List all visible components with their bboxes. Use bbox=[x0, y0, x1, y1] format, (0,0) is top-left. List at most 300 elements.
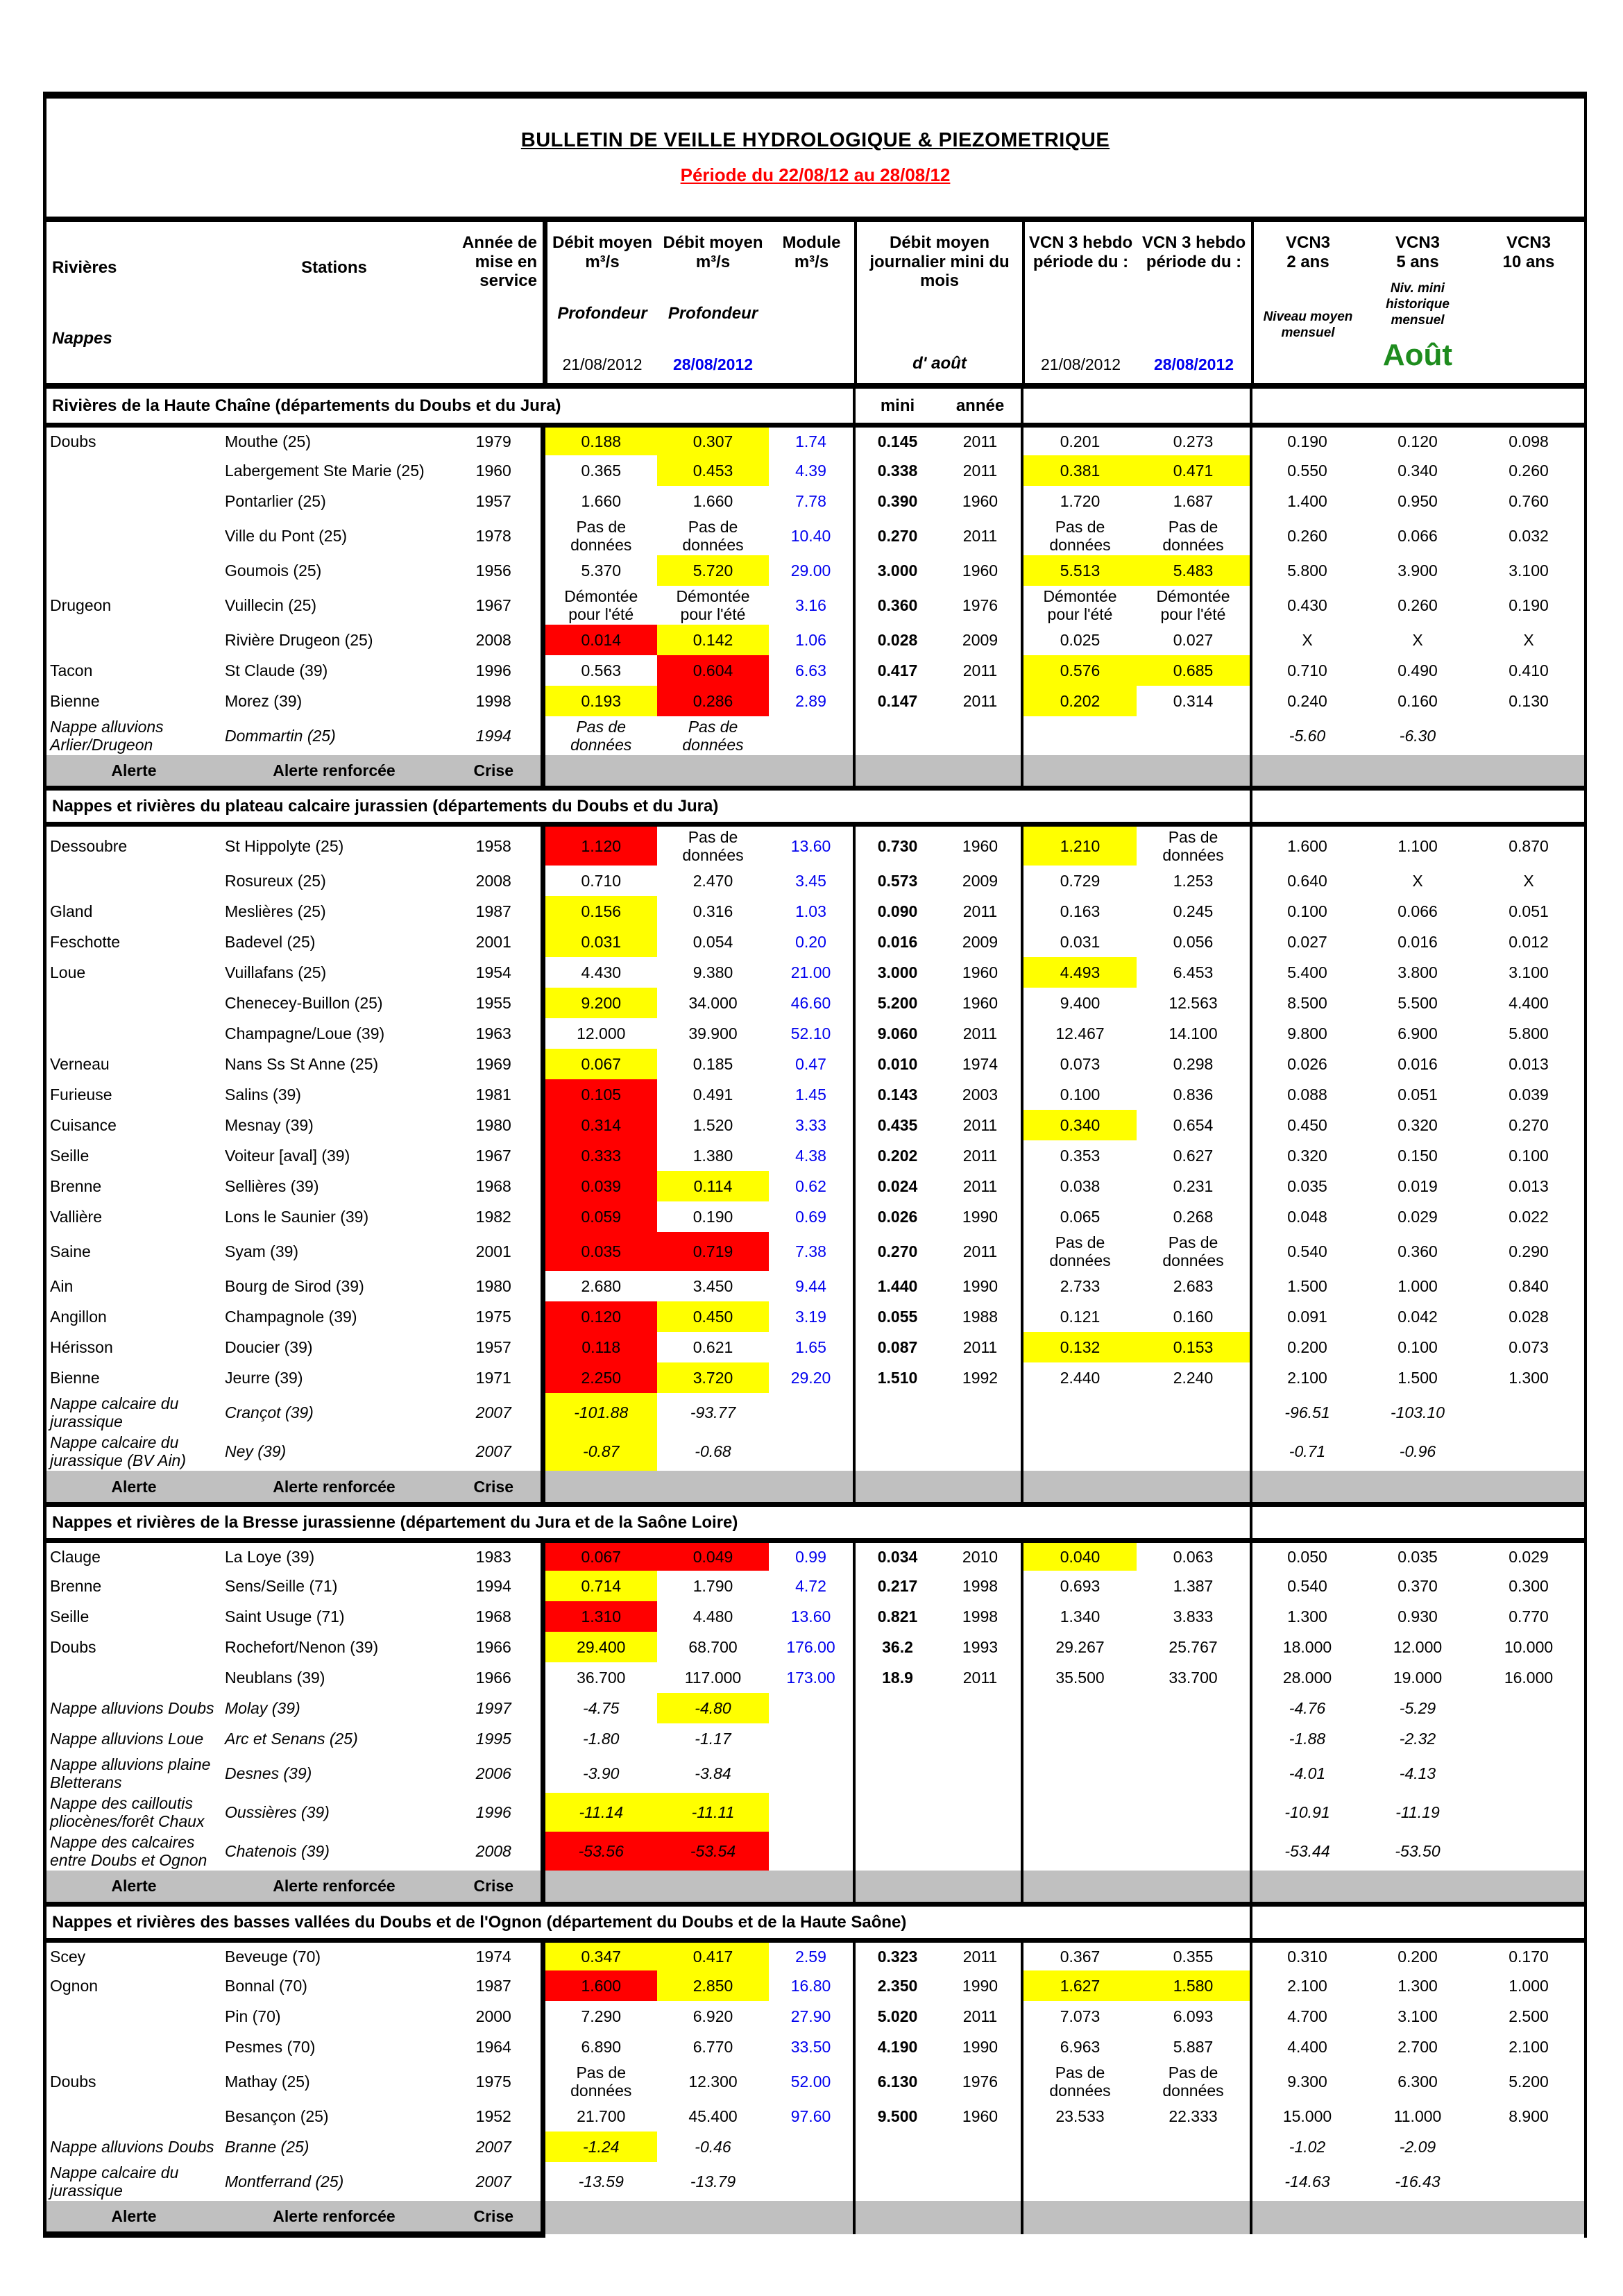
value-vcn3-2ans: 28.000 bbox=[1251, 1662, 1362, 1693]
value-vcn-2808: 0.160 bbox=[1173, 1308, 1214, 1326]
service-year: 1968 bbox=[475, 1607, 511, 1626]
table-row bbox=[46, 957, 1584, 988]
value-mini: 0.016 bbox=[854, 927, 940, 957]
service-year: 1980 bbox=[475, 1116, 511, 1135]
value-module: 0.62 bbox=[795, 1177, 826, 1196]
value-vcn3-2ans: 0.260 bbox=[1251, 516, 1362, 555]
river-name: Cuisance bbox=[50, 1116, 117, 1135]
value-vcn-2108: 35.500 bbox=[1022, 1662, 1137, 1693]
value-vcn-2808: 33.700 bbox=[1169, 1669, 1218, 1687]
value-vcn-2808: 0.836 bbox=[1173, 1086, 1214, 1104]
value-vcn3-2ans: 9.800 bbox=[1251, 1018, 1362, 1049]
value-mini: 0.435 bbox=[854, 1110, 940, 1140]
value-vcn-2808: 0.027 bbox=[1173, 630, 1214, 649]
value-debit-2108: 0.118 bbox=[543, 1332, 657, 1362]
value-vcn-2808: 0.268 bbox=[1173, 1208, 1214, 1226]
value-vcn3-10ans: 0.022 bbox=[1509, 1208, 1549, 1226]
table-row bbox=[46, 2001, 1584, 2032]
service-year: 1996 bbox=[475, 661, 511, 679]
section-title-row bbox=[46, 1504, 1584, 1540]
table-row bbox=[46, 1271, 1584, 1301]
river-name: Nappe calcaire du jurassique bbox=[50, 2163, 179, 2200]
legend-spacer bbox=[543, 1871, 854, 1904]
value-vcn-2808 bbox=[1137, 1432, 1251, 1471]
value-debit-2108: 29.400 bbox=[543, 1632, 657, 1662]
station-name: St Hippolyte (25) bbox=[225, 837, 344, 856]
station-name: Morez (39) bbox=[225, 691, 303, 710]
value-debit-2808: 0.621 bbox=[692, 1338, 733, 1357]
river-name: Ain bbox=[50, 1277, 74, 1296]
service-year: 1966 bbox=[475, 1638, 511, 1657]
value-vcn-2808: 0.153 bbox=[1137, 1332, 1251, 1362]
value-vcn-2808 bbox=[1137, 1754, 1251, 1793]
value-vcn3-10ans bbox=[1473, 716, 1584, 755]
station-name: Dommartin (25) bbox=[225, 726, 336, 745]
value-debit-2108: 0.067 bbox=[543, 1540, 657, 1571]
value-vcn3-10ans bbox=[1473, 1793, 1584, 1832]
header-vcn3-10ans-label: VCN3 10 ans bbox=[1502, 233, 1555, 271]
table-row bbox=[46, 2032, 1584, 2062]
value-vcn-2108: 4.493 bbox=[1022, 957, 1137, 988]
service-year: 1997 bbox=[475, 1699, 511, 1718]
value-vcn3-10ans: 5.800 bbox=[1509, 1024, 1549, 1043]
value-vcn3-5ans: -0.96 bbox=[1399, 1442, 1436, 1461]
value-vcn-2808: Pas de données bbox=[1162, 518, 1224, 554]
value-debit-2108: 0.710 bbox=[543, 866, 657, 896]
value-vcn3-10ans bbox=[1473, 1432, 1584, 1471]
value-debit-2808: -53.54 bbox=[657, 1832, 769, 1871]
service-year: 1956 bbox=[475, 561, 511, 580]
value-vcn-2808: 0.245 bbox=[1173, 902, 1214, 921]
service-year: 1996 bbox=[475, 1803, 511, 1822]
value-vcn-2108: 1.210 bbox=[1022, 825, 1137, 866]
value-vcn-2808: 1.580 bbox=[1137, 1970, 1251, 2001]
value-vcn3-10ans: 0.290 bbox=[1509, 1242, 1549, 1261]
table-row bbox=[46, 1110, 1584, 1140]
value-vcn3-5ans: 1.300 bbox=[1397, 1977, 1438, 1995]
value-vcn3-10ans: 0.260 bbox=[1509, 462, 1549, 480]
value-vcn-2808: Pas de données bbox=[1162, 828, 1224, 865]
value-vcn3-10ans: 0.760 bbox=[1509, 492, 1549, 510]
river-name: Nappe calcaire du jurassique bbox=[50, 1394, 179, 1431]
value-mini: 36.2 bbox=[854, 1632, 940, 1662]
value-vcn3-10ans: X bbox=[1523, 872, 1534, 890]
value-vcn-2808: 0.063 bbox=[1173, 1548, 1214, 1567]
service-year: 2007 bbox=[475, 1403, 511, 1422]
table-row bbox=[46, 1171, 1584, 1201]
value-vcn3-5ans: X bbox=[1412, 872, 1423, 890]
value-vcn3-5ans: -2.32 bbox=[1399, 1730, 1436, 1748]
station-name: Sellières (39) bbox=[225, 1177, 319, 1196]
value-debit-2808: 4.480 bbox=[692, 1607, 733, 1626]
value-vcn3-5ans: 6.300 bbox=[1397, 2073, 1438, 2091]
value-module bbox=[769, 1793, 854, 1832]
table-row bbox=[46, 825, 1584, 866]
value-vcn-2108 bbox=[1022, 2162, 1137, 2201]
value-annee-mini: 2009 bbox=[962, 630, 999, 649]
service-year: 1958 bbox=[475, 837, 511, 856]
service-year: 1971 bbox=[475, 1369, 511, 1387]
value-vcn-2108 bbox=[1022, 1693, 1137, 1723]
value-vcn3-5ans: 0.260 bbox=[1397, 596, 1438, 614]
value-vcn-2808: 0.314 bbox=[1173, 691, 1214, 710]
value-vcn3-2ans: 0.190 bbox=[1251, 425, 1362, 455]
value-debit-2108: 0.365 bbox=[543, 455, 657, 486]
value-mini: 0.055 bbox=[854, 1301, 940, 1332]
value-vcn3-2ans: 18.000 bbox=[1251, 1632, 1362, 1662]
station-name: Mathay (25) bbox=[225, 2073, 310, 2091]
value-annee-mini bbox=[940, 1393, 1022, 1432]
station-name: Pontarlier (25) bbox=[225, 492, 326, 510]
service-year: 1974 bbox=[475, 1947, 511, 1966]
table-row bbox=[46, 655, 1584, 686]
service-year: 1960 bbox=[475, 462, 511, 480]
station-name: Doucier (39) bbox=[225, 1338, 313, 1357]
value-vcn-2108: 0.121 bbox=[1022, 1301, 1137, 1332]
value-debit-2108: 5.370 bbox=[543, 555, 657, 586]
value-vcn3-5ans: 12.000 bbox=[1393, 1638, 1443, 1657]
legend-alerte-renforcee: Alerte renforcée bbox=[221, 1471, 447, 1504]
service-year: 2007 bbox=[475, 2138, 511, 2156]
river-name: Loue bbox=[50, 963, 86, 982]
value-annee-mini: 2011 bbox=[962, 1669, 998, 1687]
value-debit-2808: 3.450 bbox=[692, 1277, 733, 1296]
value-vcn3-5ans: 0.100 bbox=[1397, 1338, 1438, 1357]
value-vcn-2108: 0.100 bbox=[1022, 1079, 1137, 1110]
value-debit-2108: 1.120 bbox=[543, 825, 657, 866]
legend-spacer bbox=[854, 755, 1022, 788]
value-vcn3-5ans: 0.066 bbox=[1397, 902, 1438, 921]
value-vcn-2808: 25.767 bbox=[1169, 1638, 1218, 1657]
legend-spacer bbox=[1022, 755, 1251, 788]
legend-crise: Crise bbox=[447, 755, 543, 788]
value-vcn3-10ans: X bbox=[1523, 630, 1534, 649]
value-vcn3-2ans: 0.640 bbox=[1251, 866, 1362, 896]
section-title: Nappes et rivières du plateau calcaire jurassien (départements du Doubs et du Jura) bbox=[46, 788, 1251, 825]
value-vcn3-5ans: 0.340 bbox=[1397, 462, 1438, 480]
value-debit-2108: -3.90 bbox=[543, 1754, 657, 1793]
value-vcn-2808: 1.253 bbox=[1173, 872, 1214, 890]
value-debit-2108: -101.88 bbox=[543, 1393, 657, 1432]
service-year: 2000 bbox=[475, 2007, 511, 2026]
station-name: Mouthe (25) bbox=[225, 432, 312, 450]
value-module bbox=[769, 716, 854, 755]
value-mini: 0.360 bbox=[854, 586, 940, 625]
value-vcn3-5ans: 0.160 bbox=[1397, 691, 1438, 710]
river-name: Nappe calcaire du jurassique (BV Ain) bbox=[50, 1433, 187, 1470]
value-vcn3-10ans: 0.130 bbox=[1509, 691, 1549, 710]
value-debit-2808: 2.470 bbox=[692, 872, 733, 890]
header-rivieres-nappes bbox=[46, 222, 221, 383]
alert-legend-row bbox=[46, 755, 1584, 788]
value-vcn-2108 bbox=[1022, 1723, 1137, 1754]
station-name: Nans Ss St Anne (25) bbox=[225, 1055, 379, 1074]
table-header bbox=[46, 222, 1584, 389]
value-vcn3-10ans: 0.870 bbox=[1509, 837, 1549, 856]
value-debit-2808: -0.68 bbox=[695, 1442, 731, 1461]
value-debit-2808: 0.316 bbox=[692, 902, 733, 921]
page-subtitle: Période du 22/08/12 au 28/08/12 bbox=[680, 164, 951, 185]
value-vcn3-10ans: 3.100 bbox=[1509, 561, 1549, 580]
service-year: 1969 bbox=[475, 1055, 511, 1074]
value-vcn-2808: 0.231 bbox=[1173, 1177, 1214, 1196]
value-vcn-2108: 0.353 bbox=[1022, 1140, 1137, 1171]
value-vcn3-5ans: -5.29 bbox=[1399, 1699, 1436, 1718]
legend-alerte-renforcee: Alerte renforcée bbox=[221, 755, 447, 788]
value-vcn3-5ans: 0.150 bbox=[1397, 1147, 1438, 1165]
value-debit-2808: 45.400 bbox=[688, 2107, 738, 2126]
value-vcn3-2ans: -0.71 bbox=[1251, 1432, 1362, 1471]
value-annee-mini: 2011 bbox=[962, 432, 998, 450]
river-name: Nappe alluvions Doubs bbox=[50, 1699, 214, 1718]
river-name bbox=[46, 2032, 221, 2062]
station-name: Chenecey-Buillon (25) bbox=[225, 994, 383, 1013]
station-name: Montferrand (25) bbox=[225, 2172, 344, 2191]
table-row bbox=[46, 516, 1584, 555]
table-row bbox=[46, 1632, 1584, 1662]
value-debit-2108: 0.714 bbox=[543, 1571, 657, 1601]
value-module: 2.89 bbox=[795, 691, 826, 710]
value-vcn3-5ans: 19.000 bbox=[1393, 1669, 1443, 1687]
legend-crise: Crise bbox=[447, 1871, 543, 1904]
river-name: Vallière bbox=[50, 1208, 102, 1226]
value-module: 1.45 bbox=[795, 1086, 826, 1104]
value-vcn-2108: 9.400 bbox=[1022, 988, 1137, 1018]
header-vcn3-2ans bbox=[1251, 222, 1362, 383]
value-vcn3-5ans: 1.500 bbox=[1397, 1369, 1438, 1387]
legend-spacer bbox=[854, 2201, 1022, 2234]
value-vcn3-5ans: 2.700 bbox=[1397, 2038, 1438, 2057]
value-vcn-2808: 0.355 bbox=[1173, 1947, 1214, 1966]
annee-subheader: année bbox=[940, 389, 1022, 425]
page-title: BULLETIN DE VEILLE HYDROLOGIQUE & PIEZOMETRIQUE bbox=[520, 129, 1110, 151]
value-vcn-2108: 7.073 bbox=[1022, 2001, 1137, 2032]
value-vcn3-2ans: 1.600 bbox=[1251, 825, 1362, 866]
value-vcn-2808: 5.483 bbox=[1137, 555, 1251, 586]
section-title-row bbox=[46, 1904, 1584, 1940]
value-vcn3-10ans: 0.073 bbox=[1509, 1338, 1549, 1357]
value-vcn-2108: 0.040 bbox=[1022, 1540, 1137, 1571]
value-mini: 0.026 bbox=[854, 1201, 940, 1232]
value-mini: 0.090 bbox=[854, 896, 940, 927]
value-mini bbox=[854, 2132, 940, 2162]
river-name: Doubs bbox=[50, 432, 96, 450]
service-year: 1975 bbox=[475, 2073, 511, 2091]
value-vcn3-10ans: 0.300 bbox=[1509, 1577, 1549, 1596]
value-vcn3-10ans: 0.098 bbox=[1509, 432, 1549, 450]
river-name bbox=[46, 625, 221, 655]
station-name: Bonnal (70) bbox=[225, 1977, 307, 1995]
value-debit-2108: 0.120 bbox=[543, 1301, 657, 1332]
value-debit-2108: Pas de données bbox=[543, 716, 657, 755]
value-module: 29.00 bbox=[790, 561, 831, 580]
value-annee-mini bbox=[940, 1754, 1022, 1793]
value-annee-mini: 1990 bbox=[962, 2038, 999, 2057]
value-vcn-2108: 0.340 bbox=[1022, 1110, 1137, 1140]
legend-spacer bbox=[1022, 1871, 1251, 1904]
value-vcn3-10ans: 0.039 bbox=[1509, 1086, 1549, 1104]
value-debit-2808: 6.920 bbox=[692, 2007, 733, 2026]
value-vcn3-10ans bbox=[1473, 1832, 1584, 1871]
value-vcn3-5ans: -2.09 bbox=[1399, 2138, 1436, 2156]
value-debit-2808: 9.380 bbox=[692, 963, 733, 982]
value-vcn3-2ans: 2.100 bbox=[1251, 1970, 1362, 2001]
value-debit-2108: 0.014 bbox=[543, 625, 657, 655]
service-year: 1979 bbox=[475, 432, 511, 450]
value-debit-2108: 0.156 bbox=[543, 896, 657, 927]
value-debit-2108: Pas de données bbox=[543, 2062, 657, 2101]
value-debit-2808: -11.11 bbox=[657, 1793, 769, 1832]
value-vcn-2108 bbox=[1022, 716, 1137, 755]
service-year: 1978 bbox=[475, 526, 511, 545]
value-module: 0.47 bbox=[795, 1055, 826, 1074]
value-annee-mini bbox=[940, 2162, 1022, 2201]
value-vcn-2108 bbox=[1022, 1432, 1137, 1471]
value-debit-2808: 39.900 bbox=[688, 1024, 738, 1043]
alert-legend-row bbox=[46, 1871, 1584, 1904]
value-vcn-2808 bbox=[1137, 716, 1251, 755]
service-year: 2007 bbox=[475, 1442, 511, 1461]
value-debit-2808: Pas de données bbox=[682, 828, 744, 865]
value-vcn-2808: Démontée pour l'été bbox=[1156, 586, 1230, 623]
value-vcn3-5ans: 0.029 bbox=[1397, 1208, 1438, 1226]
legend-alerte: Alerte bbox=[46, 1471, 221, 1504]
value-annee-mini: 1976 bbox=[962, 596, 999, 614]
value-annee-mini: 2011 bbox=[962, 902, 998, 921]
station-name: Oussières (39) bbox=[225, 1803, 330, 1822]
value-annee-mini bbox=[940, 1723, 1022, 1754]
value-vcn3-5ans: 3.900 bbox=[1397, 561, 1438, 580]
table-row bbox=[46, 1332, 1584, 1362]
header-vcn-date-1: 21/08/2012 bbox=[1040, 355, 1121, 373]
value-vcn3-2ans: 9.300 bbox=[1251, 2062, 1362, 2101]
value-debit-2108: -53.56 bbox=[543, 1832, 657, 1871]
station-name: Mesnay (39) bbox=[225, 1116, 314, 1135]
legend-spacer bbox=[1251, 1471, 1584, 1504]
value-debit-2808: 0.604 bbox=[657, 655, 769, 686]
value-debit-2108: Pas de données bbox=[543, 516, 657, 555]
value-vcn3-5ans: 0.051 bbox=[1397, 1086, 1438, 1104]
river-name: Tacon bbox=[50, 661, 93, 679]
river-name: Dessoubre bbox=[50, 837, 128, 856]
value-debit-2108: 0.563 bbox=[543, 655, 657, 686]
value-debit-2808: 1.380 bbox=[692, 1147, 733, 1165]
station-name: Pin (70) bbox=[225, 2007, 281, 2026]
value-vcn3-10ans: 0.029 bbox=[1509, 1548, 1549, 1567]
service-year: 1987 bbox=[475, 902, 511, 921]
value-vcn3-2ans: 0.091 bbox=[1251, 1301, 1362, 1332]
table-row bbox=[46, 1232, 1584, 1271]
value-module: 27.90 bbox=[790, 2007, 831, 2026]
value-vcn3-2ans: 0.240 bbox=[1251, 686, 1362, 716]
service-year: 2001 bbox=[475, 1242, 511, 1261]
value-vcn-2108: 12.467 bbox=[1022, 1018, 1137, 1049]
value-module: 4.72 bbox=[795, 1577, 826, 1596]
value-vcn3-10ans bbox=[1473, 1723, 1584, 1754]
value-vcn3-5ans: 0.370 bbox=[1397, 1577, 1438, 1596]
value-vcn-2108: 0.693 bbox=[1022, 1571, 1137, 1601]
table-row bbox=[46, 1301, 1584, 1332]
table-row bbox=[46, 896, 1584, 927]
value-vcn-2808: 1.687 bbox=[1173, 492, 1214, 510]
table-row bbox=[46, 1571, 1584, 1601]
value-mini bbox=[854, 2162, 940, 2201]
service-year: 2008 bbox=[475, 630, 511, 649]
station-name: Meslières (25) bbox=[225, 902, 326, 921]
value-mini: 0.202 bbox=[854, 1140, 940, 1171]
river-name: Nappe alluvions plaine Bletterans bbox=[50, 1755, 211, 1792]
value-vcn-2108: 0.132 bbox=[1022, 1332, 1137, 1362]
value-debit-2108: 6.890 bbox=[543, 2032, 657, 2062]
station-name: Jeurre (39) bbox=[225, 1369, 303, 1387]
river-name: Clauge bbox=[50, 1548, 101, 1567]
value-vcn3-2ans: 2.100 bbox=[1251, 1362, 1362, 1393]
value-vcn-2108: 23.533 bbox=[1022, 2101, 1137, 2132]
value-vcn3-5ans: 0.066 bbox=[1397, 526, 1438, 545]
value-mini: 6.130 bbox=[854, 2062, 940, 2101]
value-annee-mini bbox=[940, 716, 1022, 755]
value-annee-mini: 2011 bbox=[962, 1177, 998, 1196]
value-debit-2808: 0.307 bbox=[657, 425, 769, 455]
value-debit-2808: 3.720 bbox=[657, 1362, 769, 1393]
value-vcn3-5ans: 0.035 bbox=[1397, 1548, 1438, 1567]
header-vcn-label-2: VCN 3 hebdo période du : bbox=[1141, 233, 1246, 271]
table-row bbox=[46, 1693, 1584, 1723]
value-vcn3-2ans: 0.450 bbox=[1251, 1110, 1362, 1140]
value-vcn-2808: Pas de données bbox=[1162, 2063, 1224, 2100]
value-debit-2108: 0.105 bbox=[543, 1079, 657, 1110]
service-year: 1967 bbox=[475, 596, 511, 614]
title-box bbox=[46, 99, 1584, 222]
value-vcn3-2ans: 4.400 bbox=[1251, 2032, 1362, 2062]
value-vcn3-10ans bbox=[1473, 1393, 1584, 1432]
station-name: Pesmes (70) bbox=[225, 2038, 316, 2057]
river-name: Scey bbox=[50, 1947, 86, 1966]
table-row bbox=[46, 1362, 1584, 1393]
value-mini: 0.034 bbox=[854, 1540, 940, 1571]
table-row bbox=[46, 455, 1584, 486]
value-vcn-2808: 3.833 bbox=[1173, 1607, 1214, 1626]
value-annee-mini: 2003 bbox=[962, 1086, 999, 1104]
value-vcn-2108: 0.367 bbox=[1022, 1940, 1137, 1970]
value-vcn-2108 bbox=[1022, 1793, 1137, 1832]
value-vcn-2808 bbox=[1137, 1693, 1251, 1723]
value-debit-2108: 36.700 bbox=[543, 1662, 657, 1693]
header-vcn3-10ans bbox=[1473, 222, 1584, 383]
value-vcn3-2ans: 0.100 bbox=[1251, 896, 1362, 927]
value-vcn-2808: 1.387 bbox=[1173, 1577, 1214, 1596]
station-name: Labergement Ste Marie (25) bbox=[225, 462, 425, 480]
value-module bbox=[769, 1754, 854, 1793]
value-module: 52.00 bbox=[790, 2073, 831, 2091]
value-vcn-2108 bbox=[1022, 1393, 1137, 1432]
value-vcn-2808: 0.298 bbox=[1173, 1055, 1214, 1074]
value-vcn-2108: 0.201 bbox=[1022, 425, 1137, 455]
service-year: 2008 bbox=[475, 1842, 511, 1861]
value-vcn-2108: Pas de données bbox=[1022, 1232, 1137, 1271]
legend-spacer bbox=[1251, 2201, 1584, 2234]
value-mini: 1.510 bbox=[854, 1362, 940, 1393]
river-name bbox=[46, 486, 221, 516]
value-mini: 2.350 bbox=[854, 1970, 940, 2001]
table-row bbox=[46, 425, 1584, 455]
river-name: Bienne bbox=[50, 691, 100, 710]
value-debit-2808: 2.850 bbox=[657, 1970, 769, 2001]
value-module: 3.45 bbox=[795, 872, 826, 890]
value-vcn-2108 bbox=[1022, 1832, 1137, 1871]
value-debit-2808: 12.300 bbox=[688, 2073, 738, 2091]
service-year: 1975 bbox=[475, 1308, 511, 1326]
